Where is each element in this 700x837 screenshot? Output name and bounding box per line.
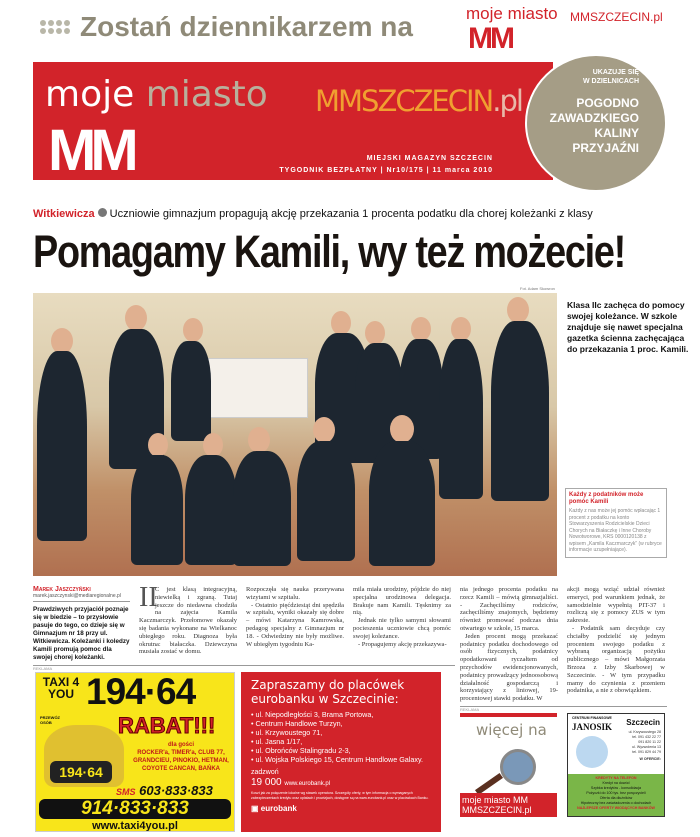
logo-url: MMSZCZECIN.pl — [570, 10, 663, 24]
headline: Pomagamy Kamili, wy też możecie! — [33, 226, 626, 277]
eurobank-phone — [251, 777, 431, 790]
photo-credit: Fot. Adam Skowron — [520, 286, 555, 291]
district: POGODNO — [576, 96, 639, 110]
paragraph: Jednak nie tylko samymi słowami pocieszenia uczniowie chcą pomóc swojej koleżance. — [353, 617, 451, 640]
janosik-address-line: ul. Krzywoustego 28 — [628, 729, 661, 734]
taxi-ad[interactable] — [35, 672, 235, 832]
branch: • ul. Obrońców Stalingradu 2-3, — [251, 746, 431, 755]
paragraph: - Ostatnio pięćdziesiąt dni spędziła w szpitalu, wyniki okazały się dobre – mówi Katarzyna Kamrowska, pedagog specjalny z Gimnazjum nr 18. - Odwiedziny nie były możliwe. W ubiegłym tygodniu Ka- — [246, 601, 344, 648]
masthead-url — [315, 84, 522, 118]
photo-caption: Klasa IIc zachęca do pomocy swojej koleżance. W szkole znajduje się nawet specjalna gazetka ścienna zachęcająca do przekazania 1 proc. Kamili. — [567, 300, 689, 354]
eurobank-title: Zapraszamy do placówek eurobanku w Szczecinie: — [251, 678, 405, 706]
janosik-address-line: tel. 091 829 44 79 — [632, 749, 661, 754]
janosik-header: CENTRUM FINANSOWE — [572, 715, 612, 720]
magnifier-icon — [475, 773, 503, 795]
masthead-title — [45, 74, 268, 116]
eurobank-phone-number: 19 000 — [251, 777, 282, 788]
eurobank-brand: eurobank — [260, 804, 297, 813]
article-lead: Prawdziwych przyjaciół poznaje się w biedzie – to przysłowie pasuje do tego, co dzieje się w Gimnazjum nr 18 przy ul. Witkiewicza. Koleżanki i koledzy Kamili promują pomoc dla swojej chorej koleżanki. — [33, 606, 130, 661]
taxi-sms-number: 603·833·833 — [139, 783, 213, 798]
bullet-icon — [98, 208, 107, 217]
branch: • ul. Wojska Polskiego 15, Centrum Handlowe Galaxy. — [251, 755, 431, 764]
taxi-plate: 194·64 — [50, 761, 112, 783]
taxi-number: 194·64 — [86, 672, 196, 712]
issue-info: TYGODNIK BEZPŁATNY | Nr10/175 | 11 marca 2010 — [279, 167, 493, 174]
taxi-clubs — [131, 741, 231, 773]
author-email[interactable]: marek.jaszczynski@mediaregionalne.pl — [33, 593, 130, 602]
eurobank-logo: ▣ eurobank — [251, 804, 297, 813]
districts-label: UKAZUJE SIĘ — [592, 69, 639, 76]
districts-label: W DZIELNICACH — [583, 78, 639, 85]
janosik-offer: NAJLEPSZE OFERTY WIODĄCYCH BANKÓW — [577, 805, 655, 810]
masthead-url-tld: .pl — [492, 84, 522, 118]
masthead-subtitle: MIEJSKI MAGAZYN SZCZECIN — [366, 155, 493, 162]
article-column — [246, 586, 344, 662]
promo-banner — [40, 4, 413, 50]
branch: • ul. Krzywoustego 71, — [251, 728, 431, 737]
left-body-area — [33, 582, 455, 832]
taxi-tagline: PRZEWÓZ OSÓB — [40, 715, 60, 725]
janosik-offer: Szybka kredytów - konsolidacja — [590, 785, 642, 790]
janosik-illustration — [576, 736, 608, 768]
janosik-offers — [568, 774, 664, 816]
article-column — [460, 586, 558, 703]
taxi-sms-label: SMS — [116, 787, 136, 797]
masthead-mm-logo: MM — [48, 118, 133, 183]
janosik-offer: Pożyczki do 100 tys. bez poręczycieli — [586, 790, 646, 795]
logo-top-text: moje miasto — [466, 4, 558, 23]
dots-arrow-icon — [40, 20, 70, 34]
ad-label: REKLAMA — [33, 666, 53, 671]
districts-list — [527, 96, 639, 156]
article-columns-left — [33, 582, 455, 662]
janosik-city: Szczecin — [626, 717, 660, 727]
janosik-offer: KREDYTY NA TELEFON — [595, 775, 637, 780]
kicker-place: Witkiewicza — [33, 208, 95, 220]
janosik-name: JANOSIK — [572, 721, 613, 732]
eurobank-www[interactable]: www.eurobank.pl — [284, 781, 331, 787]
janosik-addresses — [629, 730, 661, 762]
ad-label: REKLAMA — [460, 706, 480, 712]
paragraph: mila miała urodziny, pójdzie do niej specjalna urodzinowa delegacja. Brakuje nam Kamili. Tęsknimy za nią. — [353, 586, 451, 617]
janosik-address-line: tel. 091 432 22 77 — [632, 734, 661, 739]
promo-text: Zostań dziennikarzem na — [80, 11, 413, 42]
district: ZAWADZKIEGO — [549, 111, 639, 125]
janosik-address-line: 091 820 11 22 — [638, 739, 661, 744]
byline — [33, 586, 130, 662]
red-bar — [460, 713, 557, 717]
eurobank-fine-print: Koszt jak za połączenie lokalne wg stawek operatora. Szczegóły oferty, w tym informacja o wymaganych zabezpieczeniach kredytu oraz opłatach i prowizjach, dostępne są na www.eurobank.pl oraz w placówkach Banku. — [251, 791, 429, 800]
wall-poster — [198, 358, 308, 418]
info-box-text: Każdy z nas może jej pomóc wpłacając 1 procent z podatku na konto Stowarzyszenia Rodzicielskie Dzieci Chorych na Białaczkę i Inne Choroby Nowotworowe, KRS 0000120138 z wpisem „Kamila Kaczmarczyk” (w rubryce informacje uzupełniające). — [569, 508, 662, 553]
eurobank-ad[interactable] — [241, 672, 441, 832]
paragraph: C jest klasą integracyjną, niewielką i zgraną. Tutaj jeszcze do niedawna chodziła na zajęcia Kamila Kaczmarczyk. Przełomowe okazały się badania wykonane na Wielkanoc ubiegłego roku. Diagnoza była okrutna: białaczka. Dziewczyna musiała zostać w domu. — [139, 586, 237, 656]
right-body-area — [460, 586, 667, 817]
info-box-title: Każdy z podatników może pomóc Kamili — [569, 492, 644, 505]
paragraph: Rozpoczęła się nauka przerywana wizytami w szpitalu. — [246, 586, 344, 601]
kicker-text: Uczniowie gimnazjum propagują akcję przekazania 1 procenta podatku dla chorej koleżanki z klasy — [109, 208, 593, 220]
article-column — [353, 586, 451, 662]
paragraph: akcji mogą wziąć udział również emeryci, pod warunkiem jednak, że samodzielnie wypełnią PIT-37 i rozliczą się z pomocy ZUS w tym zakresie. — [567, 586, 665, 625]
janosik-address-line: ul. Wyzwolenia 13 — [632, 744, 661, 749]
janosik-offer: Oferta dla dłużników — [599, 795, 633, 800]
masthead — [33, 62, 553, 183]
janosik-ad[interactable] — [567, 713, 665, 817]
logo-mm: MM — [468, 22, 512, 55]
article-column — [567, 586, 665, 703]
mmszczecin-logo: moje miasto MM MMSZCZECIN.pl — [460, 793, 557, 817]
info-box — [565, 488, 667, 558]
author-name: Marek Jaszczyński — [33, 586, 91, 593]
district: KALINY — [594, 126, 639, 140]
paragraph: nia jednego procenta podatku na rzecz Kamili – mówią gimnazjaliści. - Zachęciliśmy rodziców, zachęciliśmy znajomych, będziemy również promować podczas dnia otwartego w szkole, 15 marca. — [460, 586, 558, 632]
taxi-www[interactable]: www.taxi4you.pl — [92, 820, 178, 832]
article-photo — [33, 293, 557, 576]
kicker — [33, 208, 593, 220]
magnifier-lens — [500, 749, 536, 785]
ads-row-right — [460, 713, 667, 817]
paragraph: - Propagujemy akcję przekazywa- — [358, 640, 447, 648]
masthead-moje: moje — [45, 74, 135, 115]
branch: • ul. Jasna 1/17, — [251, 737, 431, 746]
janosik-offer: Kredyt na dowód — [602, 780, 630, 785]
eurobank-call: zadzwoń — [251, 769, 279, 776]
taxi-clubs-intro: dla gości — [167, 742, 194, 748]
branch: • Centrum Handlowe Turzyn, — [251, 719, 431, 728]
article-columns-right — [460, 586, 667, 703]
districts-badge — [525, 54, 667, 192]
ads-row-left — [33, 672, 455, 832]
paragraph: - Podatnik sam decyduje czy chciałby podzielić się jednym procentem swojego podatku z wybraną organizacją pożytku publicznego – mówi Małgorzata Brzoza z Izby Skarbowej w Szczecinie. - W tym przypadku mamy do czynienia z przeniem podatnika, a nie z obowiązkiem. — [567, 624, 665, 695]
branch: • ul. Niepodległości 3, Brama Portowa, — [251, 710, 431, 719]
taxi-logo: TAXI 4 YOU — [42, 675, 80, 701]
eurobank-branches — [251, 710, 431, 764]
paragraph: Jeden procent mogą przekazać podatnicy podatku dochodowego od osób fizycznych, podatnicy opodatkowani ryczałtem od przychodów ewidencjonowanych, podatnicy prowadzący jednoosobową działalność gospodarczą i korzystający z liniowej, 19-procentowej stawki podatku. W — [460, 632, 558, 703]
janosik-offer: Hipoteczny bez zaświadczenia o dochodach — [580, 800, 652, 805]
article-column — [139, 582, 237, 662]
taxi-rabat: RABAT!!! — [118, 713, 216, 738]
masthead-miasto: miasto — [145, 74, 268, 115]
district: PRZYJAŹNI — [572, 141, 639, 155]
taxi-phone: 914·833·833 — [39, 799, 231, 819]
mmszczecin-logo[interactable] — [466, 4, 686, 55]
wiecej-text: więcej na — [476, 720, 547, 739]
drop-initial: II — [139, 582, 158, 613]
masthead-url-name: MMSZCZECIN — [315, 84, 493, 118]
taxi-clubs-list: ROCKER'a, TIMER'a, CLUB 77, GRANDCIEU, PINOKIO, HETMAN, COYOTE CANCAN, BAŃKA — [133, 750, 229, 772]
janosik-offer-label: W OFERCIE: — [639, 756, 661, 761]
mmszczecin-ad[interactable] — [460, 713, 557, 817]
